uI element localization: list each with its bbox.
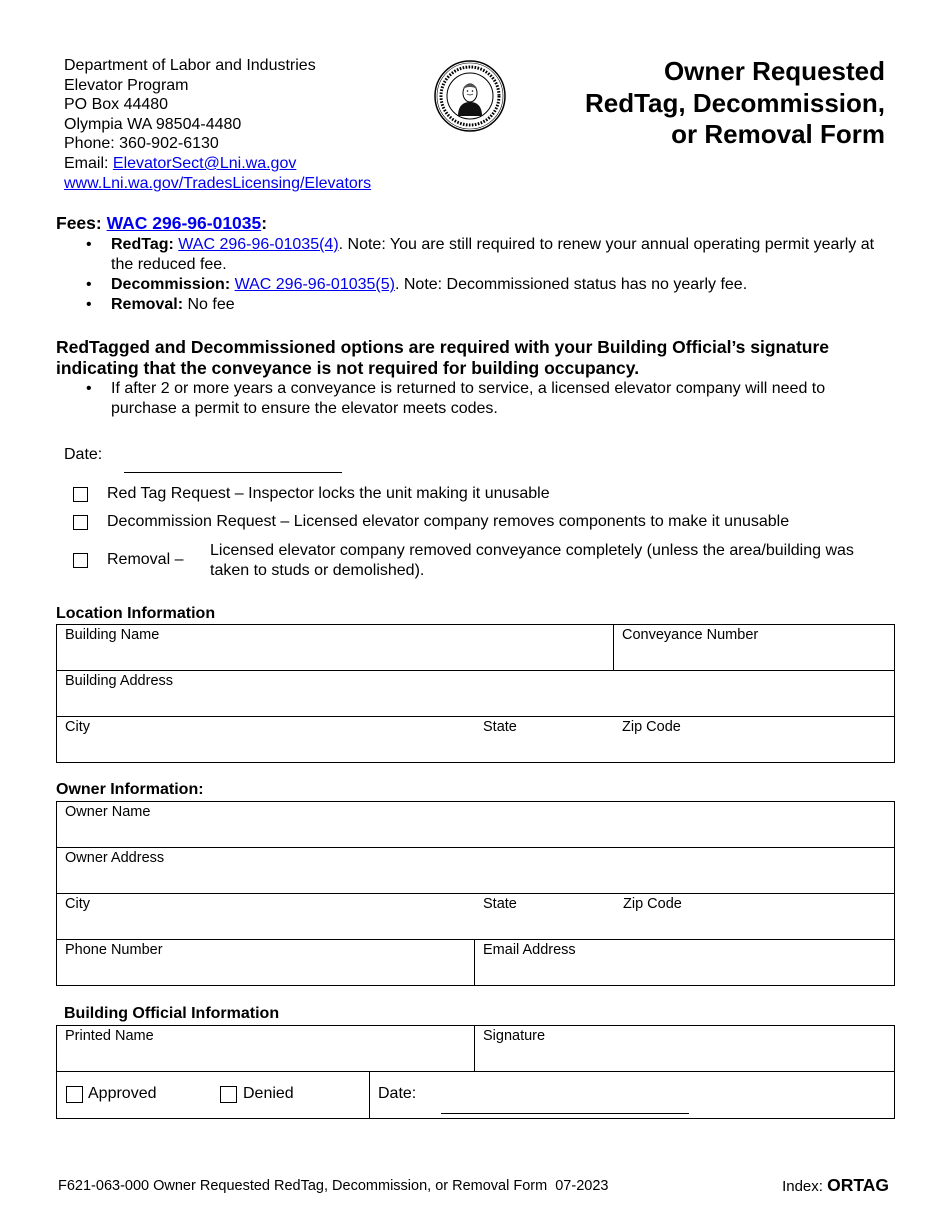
fee-term: RedTag: — [111, 236, 174, 253]
email-link[interactable]: ElevatorSect@Lni.wa.gov — [112, 154, 297, 172]
owner-address-field[interactable] — [57, 848, 895, 894]
zip-label: Zip Code — [622, 719, 681, 735]
removal-label: Removal – — [107, 551, 184, 568]
index-label: Index: — [782, 1178, 828, 1195]
state-label: State — [483, 896, 517, 912]
approval-cell — [57, 1072, 370, 1119]
signature-field[interactable] — [475, 1026, 895, 1072]
official-table — [56, 1025, 895, 1119]
fee-item-redtag — [0, 235, 891, 275]
fees-colon: : — [261, 213, 268, 233]
field-label: Owner Address — [65, 850, 165, 866]
removal-description: Licensed elevator company removed conveyance completely (unless the area/building was taken to studs or demolished). — [210, 542, 854, 579]
washington-state-seal-icon — [434, 60, 506, 132]
owner-table — [56, 801, 895, 986]
city-label: City — [65, 896, 90, 912]
fees-heading — [56, 213, 267, 234]
field-label: Conveyance Number — [622, 627, 759, 643]
title-line: Owner Requested — [663, 56, 885, 86]
address-line: Phone: 360-902-6130 — [64, 135, 219, 153]
city-label: City — [65, 719, 90, 735]
title-line: or Removal Form — [671, 119, 885, 149]
official-section-title: Building Official Information — [64, 1005, 280, 1022]
zip-label: Zip Code — [623, 896, 682, 912]
building-address-field[interactable] — [57, 671, 895, 717]
address-line: Department of Labor and Industries — [64, 57, 316, 74]
owner-name-field[interactable] — [57, 802, 895, 848]
conveyance-number-field[interactable] — [614, 625, 895, 671]
fees-label: Fees: — [56, 213, 107, 233]
location-section-title: Location Information — [56, 605, 216, 622]
official-date-cell — [370, 1072, 895, 1119]
date-label: Date: — [64, 446, 103, 463]
red-tag-label: Red Tag Request – Inspector locks the unit making it unusable — [107, 485, 550, 502]
owner-section-title: Owner Information: — [56, 781, 204, 798]
approved-checkbox[interactable] — [66, 1086, 83, 1103]
field-label: Phone Number — [65, 942, 163, 958]
location-city-state-zip-field[interactable] — [57, 717, 895, 763]
decommission-checkbox[interactable] — [73, 515, 88, 530]
fee-item-decommission — [0, 275, 891, 295]
address-line: PO Box 44480 — [64, 96, 169, 114]
field-label: Building Address — [65, 673, 174, 689]
email-address-field[interactable] — [475, 940, 895, 986]
fee-wac-link[interactable]: WAC 296-96-01035(4) — [178, 236, 339, 253]
form-title — [585, 56, 885, 151]
title-line: RedTag, Decommission, — [584, 87, 885, 118]
requirement-list — [0, 379, 891, 419]
decommission-label: Decommission Request – Licensed elevator company removes components to make it unusable — [107, 513, 790, 530]
fee-note: No fee — [187, 296, 235, 313]
field-label: Owner Name — [65, 804, 151, 820]
fee-note: . Note: You are still required to renew your annual operating permit yearly at the reduced fee. — [111, 236, 875, 273]
denied-checkbox[interactable] — [220, 1086, 237, 1103]
fee-note: . Note: Decommissioned status has no yearly fee. — [394, 276, 748, 293]
field-label: Building Name — [65, 627, 160, 643]
location-table — [56, 624, 895, 763]
fees-wac-link[interactable]: WAC 296-96-01035 — [106, 213, 262, 233]
website-link[interactable]: www.Lni.wa.gov/TradesLicensing/Elevators — [64, 174, 372, 192]
index-value: ORTAG — [827, 1175, 889, 1195]
fee-term: Decommission: — [111, 276, 231, 293]
footer-index — [782, 1175, 889, 1196]
owner-city-state-zip-field[interactable] — [57, 894, 895, 940]
official-date-input[interactable] — [441, 1092, 689, 1114]
field-label: Email Address — [483, 942, 576, 958]
printed-name-field[interactable] — [57, 1026, 475, 1072]
fees-list — [0, 235, 891, 315]
state-label: State — [483, 719, 517, 735]
footer-form-id: F621-063-000 Owner Requested RedTag, Decommission, or Removal Form 07-2023 — [58, 1178, 609, 1194]
date-input[interactable] — [124, 452, 342, 473]
building-name-field[interactable] — [57, 625, 614, 671]
removal-checkbox[interactable] — [73, 553, 88, 568]
fee-term: Removal: — [111, 296, 184, 313]
field-label: Signature — [483, 1028, 546, 1044]
field-label: Printed Name — [65, 1028, 154, 1044]
email-line — [64, 154, 371, 174]
address-line: Elevator Program — [64, 76, 189, 94]
requirement-bullet: • If after 2 or more years a conveyance is returned to service, a licensed elevator company will need to purchase a permit to ensure the elevator meets codes. — [0, 379, 891, 419]
address-line: Olympia WA 98504-4480 — [64, 115, 242, 133]
email-label: Email: — [64, 154, 113, 172]
denied-label: Denied — [243, 1085, 294, 1102]
requirement-heading: RedTagged and Decommissioned options are required with your Building Official’s signature indicating that the conveyance is not required for building occupancy. — [56, 337, 830, 378]
phone-number-field[interactable] — [57, 940, 475, 986]
agency-address — [64, 56, 371, 193]
official-date-label: Date: — [378, 1085, 417, 1102]
approved-label: Approved — [88, 1085, 157, 1102]
fee-item-removal — [0, 295, 891, 315]
red-tag-checkbox[interactable] — [73, 487, 88, 502]
fee-wac-link[interactable]: WAC 296-96-01035(5) — [234, 276, 395, 293]
